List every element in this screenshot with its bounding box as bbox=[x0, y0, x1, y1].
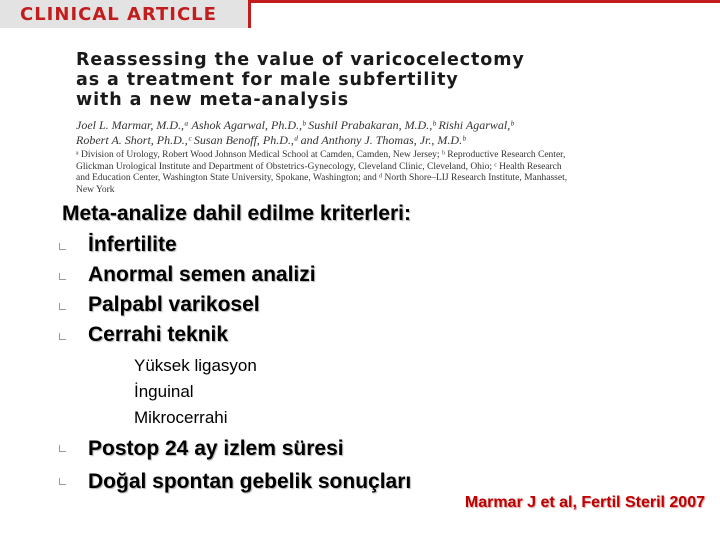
banner-label: CLINICAL ARTICLE bbox=[20, 4, 217, 25]
criteria-item bbox=[62, 290, 316, 320]
citation: Marmar J et al, Fertil Steril 2007 bbox=[464, 494, 705, 511]
affiliation-line: ᵃ Division of Urology, Robert Wood Johnson Medical School at Camden, Camden, New Jersey; ᵇ Reproductive Research Center, bbox=[76, 150, 566, 160]
paper-title-line: as a treatment for male subfertility bbox=[76, 70, 459, 90]
technique-item: Yüksek ligasyon bbox=[134, 356, 257, 375]
technique-item: İnguinal bbox=[134, 382, 194, 401]
criteria-item bbox=[62, 230, 316, 260]
criteria-item-label: Cerrahi teknik bbox=[88, 323, 229, 346]
paper-title bbox=[76, 50, 696, 110]
criteria-item bbox=[62, 465, 411, 498]
paper-affiliations bbox=[76, 150, 716, 196]
bullet-icon bbox=[59, 478, 66, 485]
criteria-item-label: Palpabl varikosel bbox=[88, 293, 260, 316]
surgical-technique-list bbox=[134, 353, 257, 431]
criteria-list-continued bbox=[62, 432, 411, 498]
criteria-item-label: Postop 24 ay izlem süresi bbox=[88, 437, 344, 460]
criteria-item-label: Anormal semen analizi bbox=[88, 263, 316, 286]
technique-item: Mikrocerrahi bbox=[134, 408, 228, 427]
affiliation-line: New York bbox=[76, 184, 115, 195]
paper-title-line: Reassessing the value of varicocelectomy bbox=[76, 50, 525, 70]
bullet-icon bbox=[59, 445, 66, 452]
criteria-item-label: İnfertilite bbox=[88, 233, 177, 256]
affiliation-line: Glickman Urological Institute and Department of Obstetrics-Gynecology, Cleveland Clinic, Cleveland, Ohio; ᶜ Health Research bbox=[76, 161, 562, 172]
bullet-icon bbox=[59, 333, 66, 340]
affiliation-line: and Education Center, Washington State University, Spokane, Washington; and ᵈ North Shore–LIJ Research Institute, Manhasset, bbox=[76, 173, 568, 183]
criteria-item bbox=[62, 432, 411, 465]
bullet-icon bbox=[59, 303, 66, 310]
criteria-heading: Meta-analize dahil edilme kriterleri: bbox=[62, 202, 411, 225]
criteria-item bbox=[62, 320, 316, 350]
bullet-icon bbox=[59, 273, 66, 280]
criteria-item bbox=[62, 260, 316, 290]
banner-divider bbox=[248, 0, 251, 28]
paper-authors bbox=[76, 118, 716, 148]
authors-line: Robert A. Short, Ph.D.,ᶜ Susan Benoff, Ph.D.,ᵈ and Anthony J. Thomas, Jr., M.D.ᵇ bbox=[76, 133, 466, 147]
criteria-item-label: Doğal spontan gebelik sonuçları bbox=[88, 470, 412, 493]
article-banner bbox=[0, 0, 250, 28]
paper-title-line: with a new meta-analysis bbox=[76, 90, 350, 110]
bullet-icon bbox=[59, 243, 66, 250]
criteria-list bbox=[62, 230, 316, 350]
authors-line: Joel L. Marmar, M.D.,ᵃ Ashok Agarwal, Ph.D.,ᵇ Sushil Prabakaran, M.D.,ᵇ Rishi Agarwal,ᵇ bbox=[76, 118, 514, 132]
header-rule bbox=[250, 0, 720, 3]
